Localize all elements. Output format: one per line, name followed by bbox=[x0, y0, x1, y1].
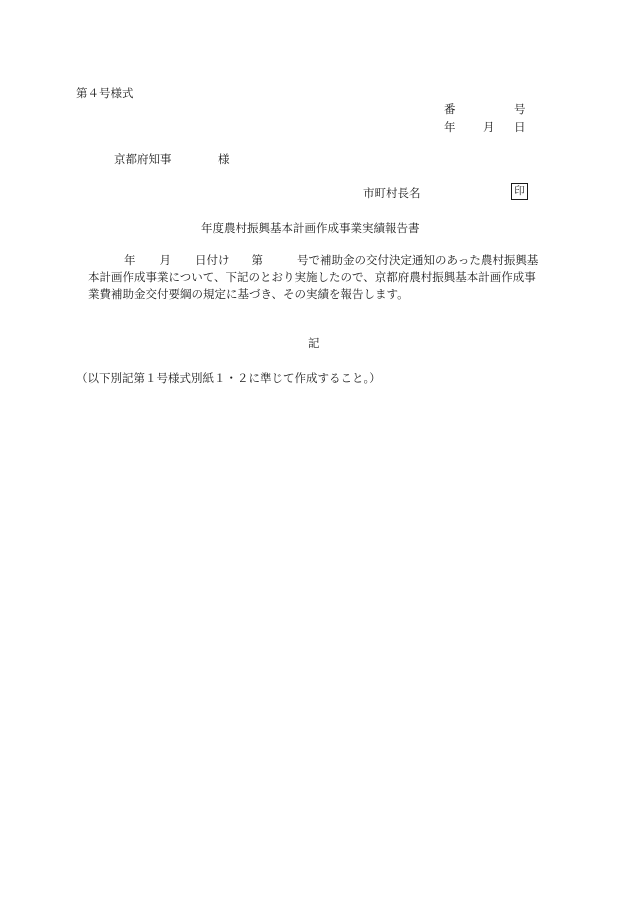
attachment-note: （以下別記第１号様式別紙１・２に準じて作成すること。） bbox=[76, 371, 381, 385]
body-paragraph-line-1 bbox=[88, 253, 538, 267]
date-month-label: 月 bbox=[483, 120, 495, 134]
seal-stamp-box: 印 bbox=[511, 183, 528, 200]
date-day-label: 日 bbox=[514, 120, 526, 134]
body-year-label: 年 bbox=[124, 253, 136, 267]
addressee-name: 京都府知事 bbox=[114, 152, 172, 166]
sender-name-label: 市町村長名 bbox=[363, 186, 421, 200]
body-dated-label: 日付け bbox=[195, 253, 230, 267]
body-paragraph-line-2: 本計画作成事業について、下記のとおり実施したので、京都府農村振興基本計画作成事 bbox=[88, 270, 536, 284]
body-paragraph-line-3: 業費補助金交付要綱の規定に基づき、その実績を報告します。 bbox=[88, 287, 409, 301]
body-number-prefix: 第 bbox=[251, 253, 263, 267]
ki-heading: 記 bbox=[308, 336, 320, 350]
body-line-1-text: 号で補助金の交付決定通知のあった農村振興基 bbox=[297, 253, 539, 267]
reference-number-label: 番 bbox=[444, 102, 456, 116]
date-year-label: 年 bbox=[444, 120, 456, 134]
document-title: 年度農村振興基本計画作成事業実績報告書 bbox=[201, 221, 420, 235]
addressee-honorific: 様 bbox=[218, 152, 230, 166]
body-month-label: 月 bbox=[159, 253, 171, 267]
reference-number-suffix: 号 bbox=[514, 102, 526, 116]
form-number: 第４号様式 bbox=[76, 86, 134, 100]
